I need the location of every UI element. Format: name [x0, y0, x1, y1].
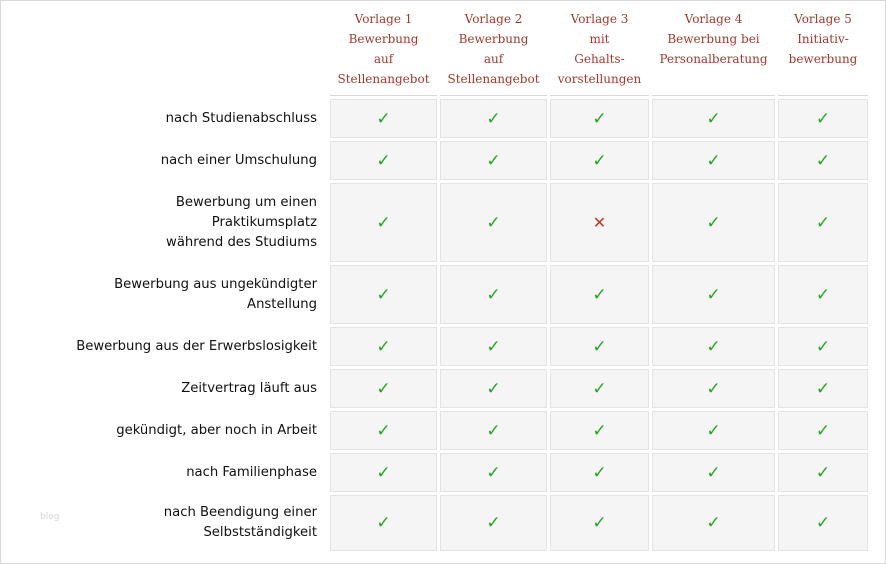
- checkmark-icon: ✓: [376, 108, 391, 129]
- checkmark-icon: ✓: [376, 284, 391, 305]
- checkmark-icon: ✓: [486, 108, 501, 129]
- matrix-cell: [440, 99, 547, 138]
- header-line: Initiativ-: [797, 32, 849, 46]
- matrix-cell: [440, 265, 547, 324]
- column-header-vorlage-1: [330, 3, 437, 96]
- checkmark-icon: ✓: [376, 462, 391, 483]
- row-label-line: gekündigt, aber noch in Arbeit: [116, 422, 317, 438]
- checkmark-icon: ✓: [706, 108, 721, 129]
- matrix-cell: [550, 369, 649, 408]
- matrix-cell: [778, 99, 868, 138]
- checkmark-icon: ✓: [815, 212, 831, 233]
- table-row: [3, 265, 868, 324]
- row-label-line: Bewerbung aus der Erwerbslosigkeit: [76, 338, 317, 354]
- matrix-cell: [550, 183, 649, 262]
- row-label: [3, 453, 327, 492]
- row-label-line: während des Studiums: [166, 234, 317, 250]
- matrix-cell: [330, 183, 437, 262]
- checkmark-icon: ✓: [815, 462, 831, 483]
- header-line: Vorlage 4: [684, 12, 743, 26]
- table-row: [3, 495, 868, 551]
- checkmark-icon: ✓: [486, 284, 501, 305]
- checkmark-icon: ✓: [592, 420, 607, 441]
- table-row: [3, 99, 868, 138]
- header-line: Bewerbung: [458, 32, 529, 46]
- matrix-cell: [652, 411, 775, 450]
- matrix-cell: [330, 265, 437, 324]
- checkmark-icon: ✓: [376, 212, 391, 233]
- header-line: Vorlage 5: [794, 12, 852, 26]
- matrix-cell: [652, 453, 775, 492]
- checkmark-icon: ✓: [706, 513, 721, 533]
- matrix-cell: [550, 327, 649, 366]
- matrix-cell: [778, 183, 868, 262]
- matrix-cell: [550, 495, 649, 551]
- table-row: [3, 453, 868, 492]
- matrix-cell: [440, 369, 547, 408]
- row-label-line: Bewerbung aus ungekündigter: [114, 276, 317, 292]
- checkmark-icon: ✓: [706, 212, 721, 233]
- matrix-cell: [330, 411, 437, 450]
- header-line: Stellenangebot: [337, 72, 430, 86]
- column-header-vorlage-3: [550, 3, 649, 96]
- table-row: [3, 327, 868, 366]
- matrix-cell: [440, 411, 547, 450]
- matrix-cell: [440, 141, 547, 180]
- matrix-cell: [652, 141, 775, 180]
- matrix-cell: [652, 265, 775, 324]
- header-row: [3, 3, 868, 96]
- table-body: [3, 99, 868, 551]
- checkmark-icon: ✓: [706, 284, 721, 305]
- header-line: Vorlage 2: [464, 12, 523, 26]
- matrix-cell: [330, 369, 437, 408]
- matrix-cell: [652, 327, 775, 366]
- checkmark-icon: ✓: [486, 150, 501, 171]
- matrix-cell: [330, 99, 437, 138]
- header-line: auf: [373, 52, 394, 66]
- checkmark-icon: ✓: [815, 420, 831, 441]
- checkmark-icon: ✓: [815, 108, 831, 129]
- row-label-line: nach einer Umschulung: [160, 152, 317, 168]
- row-label-line: Praktikumsplatz: [211, 214, 317, 230]
- column-header-vorlage-4: [652, 3, 775, 96]
- watermark: blog: [40, 512, 60, 522]
- matrix-cell: [440, 327, 547, 366]
- checkmark-icon: ✓: [592, 462, 607, 483]
- row-label: [3, 495, 327, 551]
- checkmark-icon: ✓: [592, 378, 607, 399]
- matrix-cell: [440, 495, 547, 551]
- matrix-cell: [550, 265, 649, 324]
- checkmark-icon: ✓: [592, 336, 607, 357]
- header-line: Vorlage 3: [570, 12, 629, 26]
- checkmark-icon: ✓: [706, 336, 721, 357]
- matrix-cell: [652, 495, 775, 551]
- checkmark-icon: ✓: [815, 513, 831, 533]
- matrix-cell: [330, 495, 437, 551]
- matrix-cell: [550, 411, 649, 450]
- checkmark-icon: ✓: [486, 212, 501, 233]
- row-label: [3, 265, 327, 324]
- column-header-vorlage-2: [440, 3, 547, 96]
- checkmark-icon: ✓: [815, 336, 831, 357]
- cross-icon: ✕: [592, 212, 607, 232]
- header-line: Stellenangebot: [447, 72, 540, 86]
- row-label-line: Anstellung: [247, 296, 317, 312]
- matrix-cell: [550, 141, 649, 180]
- checkmark-icon: ✓: [376, 420, 391, 441]
- matrix-cell: [778, 453, 868, 492]
- table-row: [3, 141, 868, 180]
- matrix-cell: [330, 141, 437, 180]
- checkmark-icon: ✓: [486, 462, 501, 483]
- row-label-line: Selbstständigkeit: [203, 525, 317, 540]
- checkmark-icon: ✓: [486, 378, 501, 399]
- header-line: Gehalts-: [574, 52, 625, 66]
- checkmark-icon: ✓: [592, 150, 607, 171]
- matrix-cell: [440, 183, 547, 262]
- matrix-cell: [550, 453, 649, 492]
- checkmark-icon: ✓: [376, 513, 391, 533]
- checkmark-icon: ✓: [592, 108, 607, 129]
- row-label: [3, 327, 327, 366]
- header-line: Bewerbung bei: [667, 32, 760, 46]
- checkmark-icon: ✓: [706, 378, 721, 399]
- matrix-cell: [652, 183, 775, 262]
- checkmark-icon: ✓: [376, 378, 391, 399]
- row-label-line: Bewerbung um einen: [175, 194, 317, 210]
- header-line: Bewerbung: [348, 32, 419, 46]
- checkmark-icon: ✓: [706, 462, 721, 483]
- matrix-cell: [778, 495, 868, 551]
- matrix-cell: [778, 411, 868, 450]
- table-row: [3, 183, 868, 262]
- checkmark-icon: ✓: [815, 378, 831, 399]
- matrix-cell: [330, 327, 437, 366]
- row-label: [3, 369, 327, 408]
- header-line: bewerbung: [788, 52, 858, 66]
- matrix-cell: [330, 453, 437, 492]
- checkmark-icon: ✓: [486, 420, 501, 441]
- column-header-vorlage-5: [778, 3, 868, 96]
- header-line: mit: [589, 32, 610, 46]
- matrix-cell: [550, 99, 649, 138]
- checkmark-icon: ✓: [706, 150, 721, 171]
- row-label: [3, 183, 327, 262]
- row-label-line: nach Familienphase: [186, 464, 317, 480]
- checkmark-icon: ✓: [592, 513, 607, 533]
- checkmark-icon: ✓: [706, 420, 721, 441]
- row-label-line: Zeitvertrag läuft aus: [181, 380, 317, 396]
- header-line: vorstellungen: [557, 72, 642, 86]
- table-row: [3, 411, 868, 450]
- checkmark-icon: ✓: [486, 336, 501, 357]
- checkmark-icon: ✓: [592, 284, 607, 305]
- matrix-cell: [778, 141, 868, 180]
- row-label-line: nach Beendigung einer: [163, 505, 317, 520]
- table-row: [3, 369, 868, 408]
- matrix-cell: [652, 369, 775, 408]
- matrix-cell: [778, 369, 868, 408]
- header-corner: [3, 3, 327, 96]
- checkmark-icon: ✓: [376, 150, 391, 171]
- row-label: [3, 99, 327, 138]
- checkmark-icon: ✓: [486, 513, 501, 533]
- checkmark-icon: ✓: [815, 150, 831, 171]
- header-line: Personalberatung: [659, 52, 768, 66]
- header-line: Vorlage 1: [354, 12, 413, 26]
- checkmark-icon: ✓: [376, 336, 391, 357]
- matrix-cell: [440, 453, 547, 492]
- row-label: [3, 411, 327, 450]
- row-label: [3, 141, 327, 180]
- header-line: auf: [483, 52, 504, 66]
- row-label-line: nach Studienabschluss: [165, 110, 317, 126]
- matrix-cell: [652, 99, 775, 138]
- matrix-cell: [778, 327, 868, 366]
- checkmark-icon: ✓: [815, 284, 831, 305]
- matrix-cell: [778, 265, 868, 324]
